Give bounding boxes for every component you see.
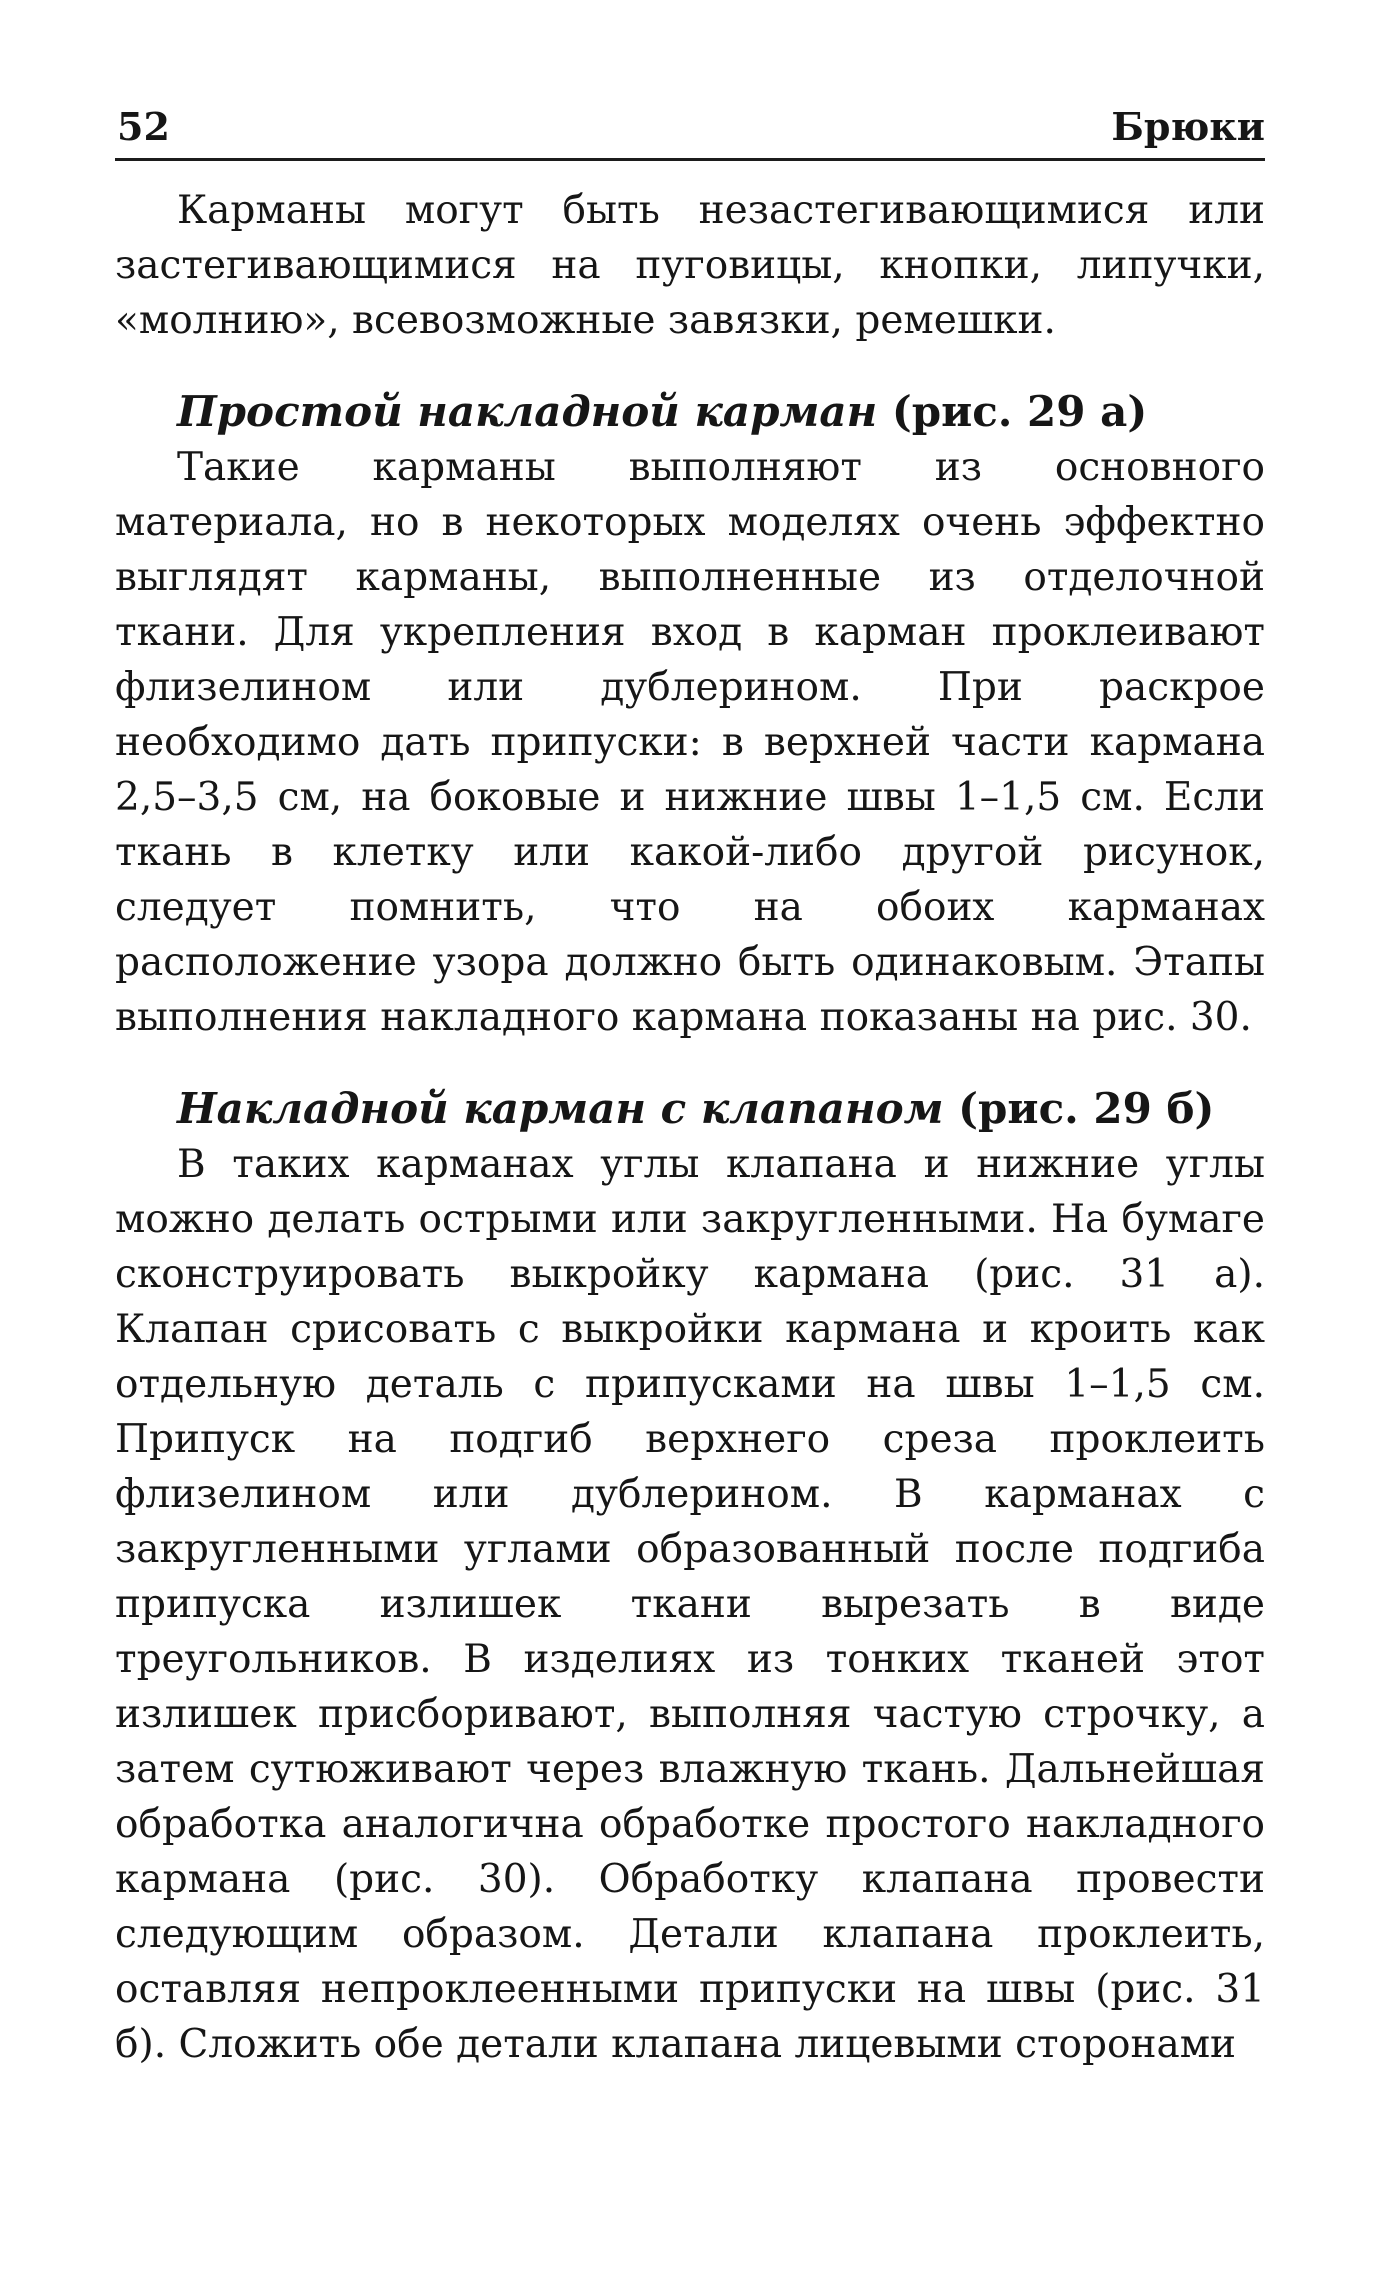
subheading-title: Простой накладной карман bbox=[177, 387, 878, 436]
figure-reference: (рис. 29 б) bbox=[958, 1084, 1215, 1133]
paragraph-patch-pocket-with-flap: В таких карманах углы клапана и нижние углы можно делать острыми или закругленными. На бумаге сконструировать выкройку кармана (рис. 31 а). Клапан срисовать с выкройки кармана и кроить как отдельную деталь с припусками на швы 1–1,5 см. Припуск на подгиб верхнего среза проклеить флизелином или дублерином. В карманах с закругленными углами образованный после подгиба припуска излишек ткани вырезать в виде треугольников. В изделиях из тонких тканей этот излишек присборивают, выполняя частую строчку, а затем сутюживают через влажную ткань. Дальнейшая обработка аналогична обработке простого накладного кармана (рис. 30). Обработку клапана провести следующим образом. Детали клапана проклеить, оставляя непроклеенными припуски на швы (рис. 31 б). Сложить обе детали клапана лицевыми сторонами bbox=[115, 1142, 1265, 2067]
section-title: Брюки bbox=[1111, 104, 1265, 149]
subheading-title: Накладной карман с клапаном bbox=[177, 1084, 944, 1133]
intro-paragraph: Карманы могут быть незастегивающимися или застегивающимися на пуговицы, кнопки, липучки, «молнию», всевозможные завязки, ремешки. bbox=[115, 188, 1265, 343]
page-number: 52 bbox=[117, 104, 170, 149]
book-page bbox=[115, 100, 1265, 2072]
subheading-patch-pocket-with-flap bbox=[115, 1081, 1265, 1137]
subheading-simple-patch-pocket bbox=[115, 384, 1265, 440]
running-header bbox=[115, 100, 1265, 161]
paragraph-simple-patch-pocket: Такие карманы выполняют из основного материала, но в некоторых моделях очень эффектно выглядят карманы, выполненные из отделочной ткани. Для укрепления вход в карман проклеивают флизелином или дублерином. При раскрое необходимо дать припуски: в верхней части кармана 2,5–3,5 см, на боковые и нижние швы 1–1,5 см. Если ткань в клетку или какой-либо другой рисунок, следует помнить, что на обоих карманах расположение узора должно быть одинаковым. Этапы выполнения накладного кармана показаны на рис. 30. bbox=[115, 445, 1265, 1040]
page-body bbox=[115, 183, 1265, 2072]
figure-reference: (рис. 29 а) bbox=[891, 387, 1148, 436]
